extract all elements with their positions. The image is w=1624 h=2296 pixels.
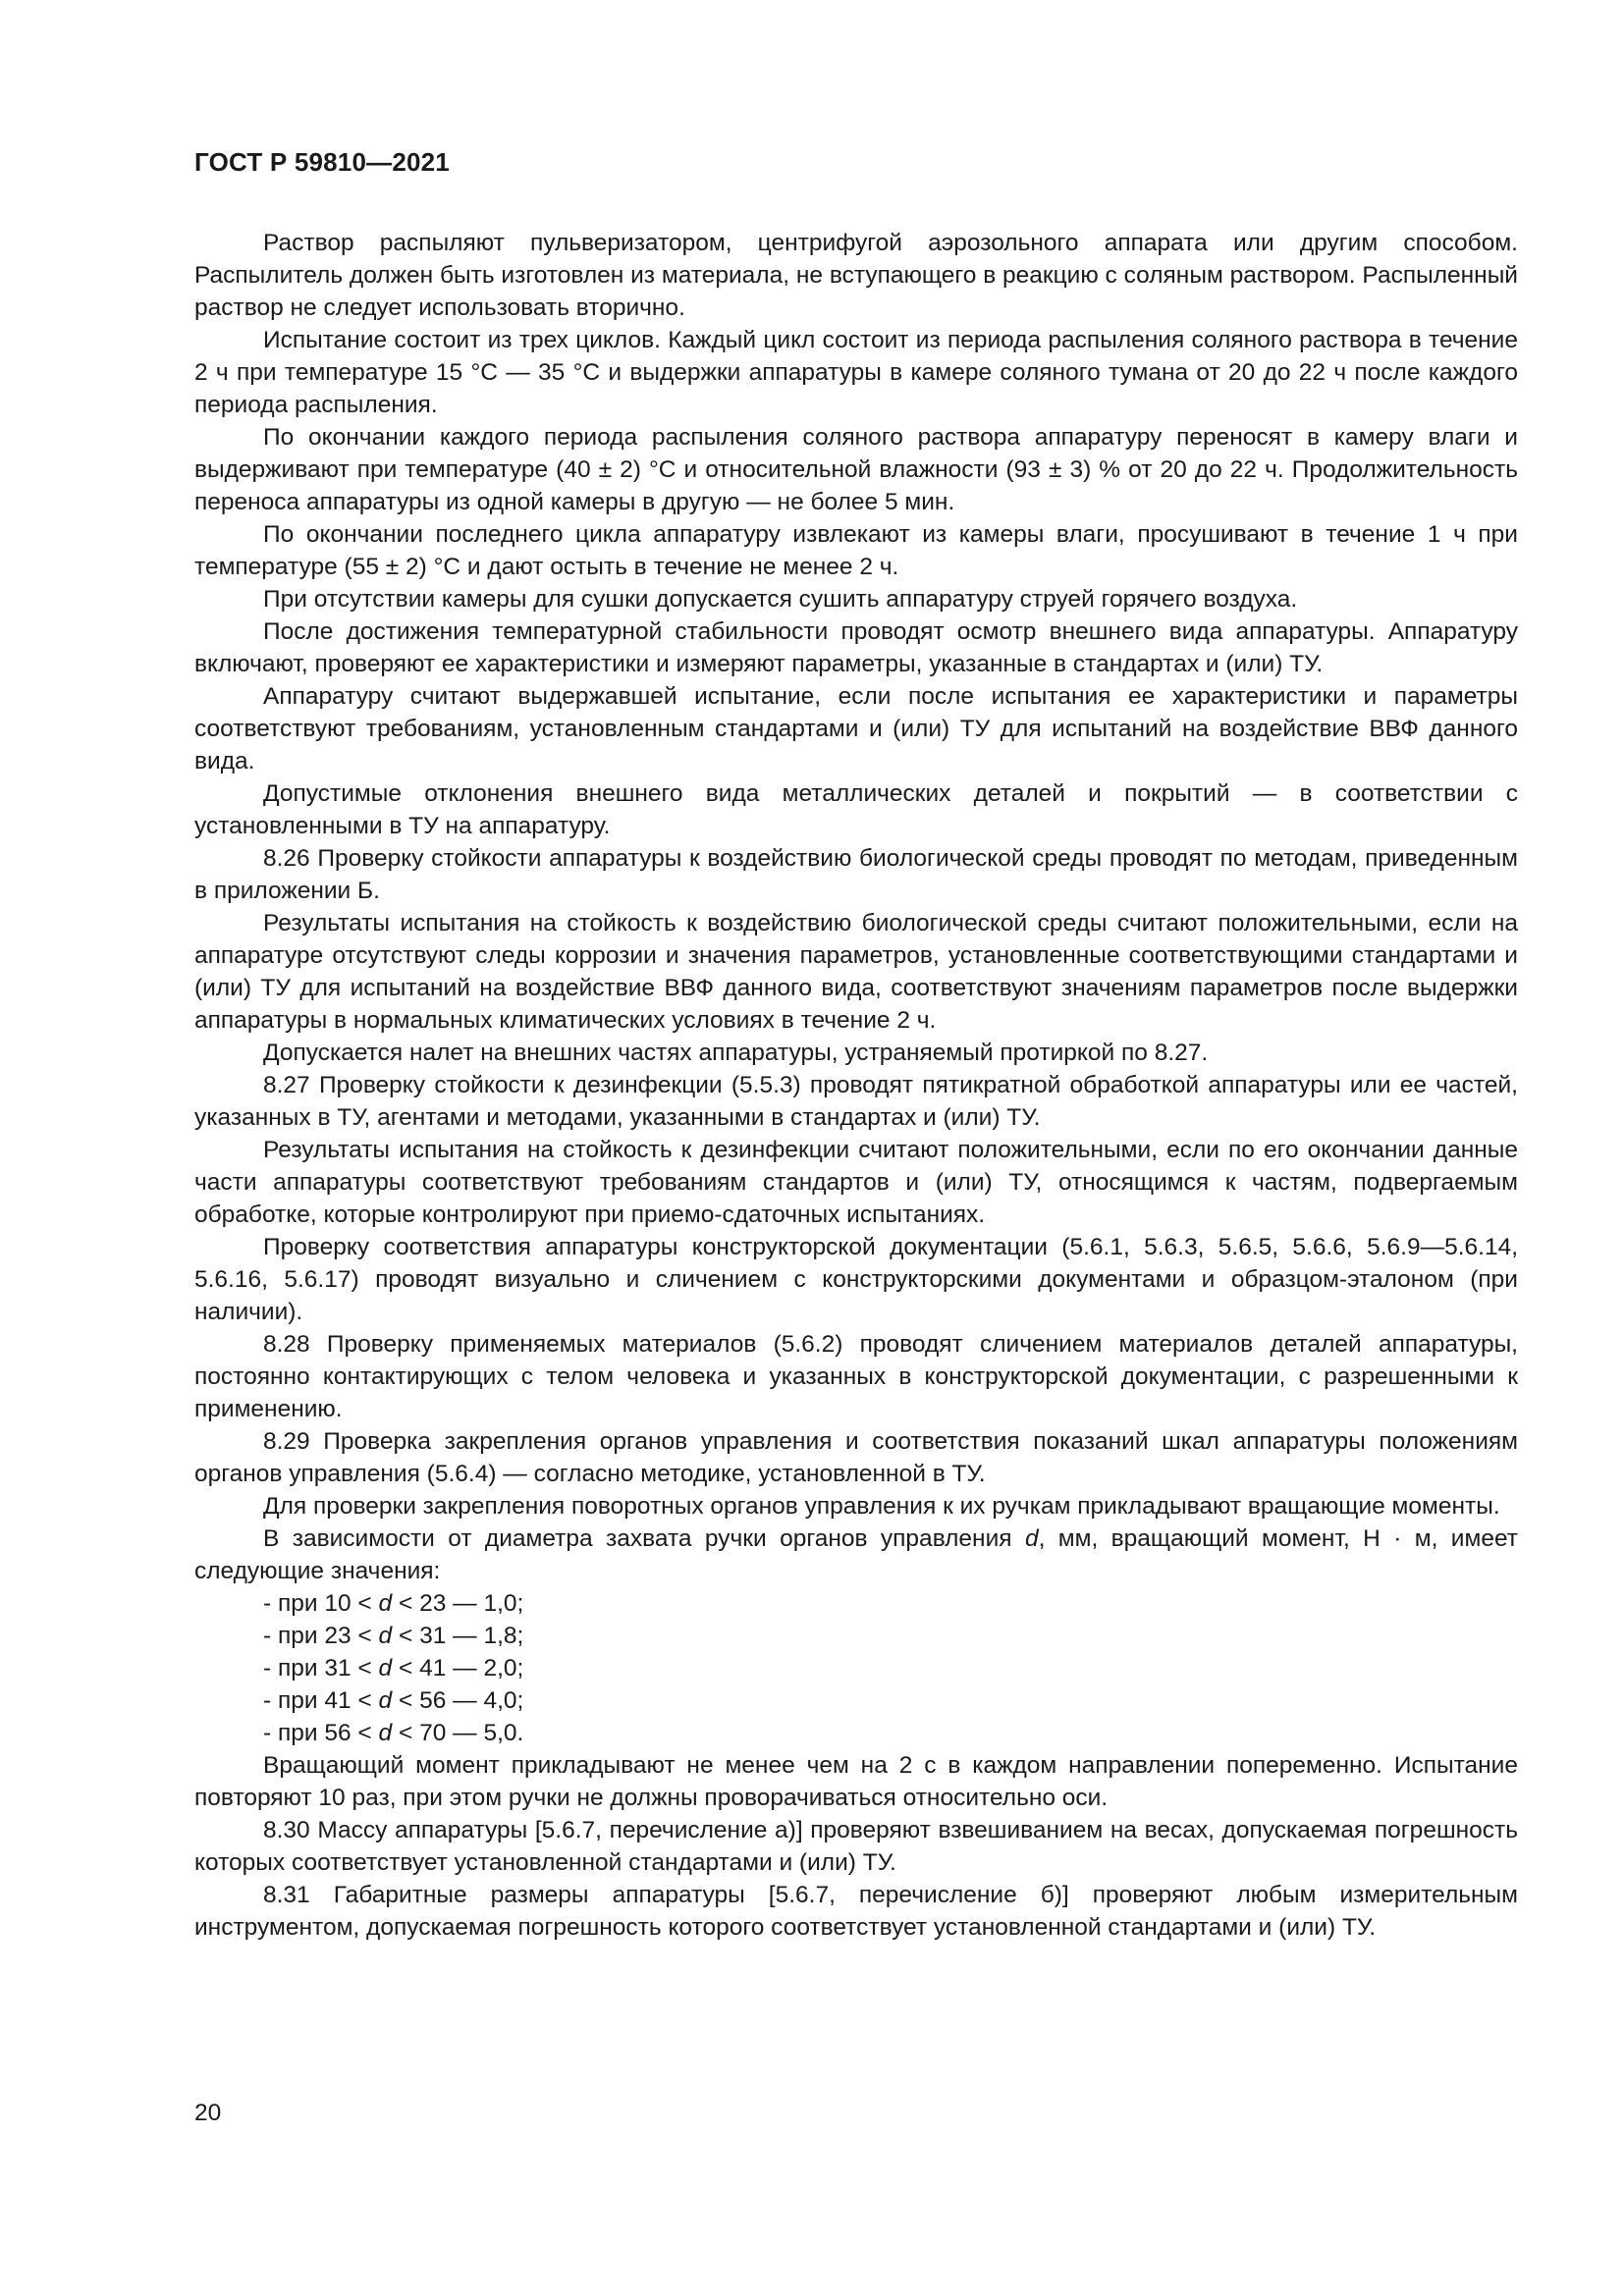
paragraph: По окончании последнего цикла аппаратуру извлекают из камеры влаги, просушивают в течение 1 ч при температуре (55 ± 2) °С и дают остыть в течение не менее 2 ч. [194, 521, 1518, 580]
paragraph: Для проверки закрепления поворотных органов управления к их ручкам прикладывают вращающие моменты. [263, 1493, 1500, 1520]
torque-intro-after: , мм, вращающий момент, Н · м, имеет следующие значения: [194, 1525, 1518, 1584]
paragraph: Допускается налет на внешних частях аппаратуры, устраняемый протиркой по 8.27. [263, 1040, 1209, 1066]
paragraph: 8.26 Проверку стойкости аппаратуры к воздействию биологической среды проводят по методам, приведенным в приложении Б. [194, 845, 1518, 904]
paragraph: По окончании каждого периода распыления соляного раствора аппаратуру переносят в камеру влаги и выдерживают при температуре (40 ± 2) °С и относительной влажности (93 ± 3) % от 20 до 22 ч. Продолжительность переноса аппаратуры из одной камеры в другую — не более 5 мин. [194, 424, 1518, 515]
diameter-variable: d [378, 1623, 393, 1649]
diameter-variable: d [1024, 1525, 1039, 1552]
page-number: 20 [194, 2100, 222, 2126]
paragraph: Допустимые отклонения внешнего вида металлических деталей и покрытий — в соответствии с установленными в ТУ на аппаратуру. [194, 780, 1518, 839]
torque-list-item: - при 41 < d < 56 — 4,0; [263, 1687, 524, 1714]
torque-list-item: - при 23 < d < 31 — 1,8; [263, 1623, 524, 1649]
diameter-variable: d [378, 1687, 393, 1714]
document-body [194, 227, 1518, 1944]
paragraph: Аппаратуру считают выдержавшей испытание, если после испытания ее характеристики и параметры соответствуют требованиям, установленным стандартами и (или) ТУ для испытаний на воздействие ВВФ данного вида. [194, 683, 1518, 774]
paragraph: Результаты испытания на стойкость к воздействию биологической среды считают положительными, если на аппаратуре отсутствуют следы коррозии и значения параметров, установленные соответствующими стандартами и (или) ТУ для испытаний на воздействие ВВФ данного вида, соответствуют значениям параметров после выдержки аппаратуры в нормальных климатических условиях в течение 2 ч. [194, 910, 1518, 1034]
torque-list-item: - при 31 < d < 41 — 2,0; [263, 1655, 524, 1682]
paragraph: 8.30 Массу аппаратуры [5.6.7, перечисление а)] проверяют взвешиванием на весах, допускаемая погрешность которых соответствует установленной стандартами и (или) ТУ. [194, 1817, 1518, 1876]
paragraph: Результаты испытания на стойкость к дезинфекции считают положительными, если по его окончании данные части аппаратуры соответствуют требованиям стандартов и (или) ТУ, относящимся к частям, подвергаемым обработке, которые контролируют при приемо-сдаточных испытаниях. [194, 1137, 1518, 1228]
paragraph: При отсутствии камеры для сушки допускается сушить аппаратуру струей горячего воздуха. [263, 586, 1298, 613]
diameter-variable: d [378, 1655, 393, 1682]
torque-list-item: - при 56 < d < 70 — 5,0. [263, 1720, 524, 1746]
paragraph: 8.28 Проверку применяемых материалов (5.6.2) проводят сличением материалов деталей аппаратуры, постоянно контактирующих с телом человека и указанных в конструкторской документации, с разрешенными к применению. [194, 1331, 1518, 1422]
document-header: ГОСТ Р 59810—2021 [194, 147, 450, 177]
torque-intro-paragraph [194, 1522, 1518, 1587]
paragraph: Проверку соответствия аппаратуры конструкторской документации (5.6.1, 5.6.3, 5.6.5, 5.6.6, 5.6.9—5.6.14, 5.6.16, 5.6.17) проводят визуально и сличением с конструкторскими документами и образцом-эталоном (при наличии). [194, 1234, 1518, 1325]
paragraph: Испытание состоит из трех циклов. Каждый цикл состоит из периода распыления соляного раствора в течение 2 ч при температуре 15 °С — 35 °С и выдержки аппаратуры в камере соляного тумана от 20 до 22 ч после каждого периода распыления. [194, 327, 1518, 418]
paragraph: 8.31 Габаритные размеры аппаратуры [5.6.7, перечисление б)] проверяют любым измерительным инструментом, допускаемая погрешность которого соответствует установленной стандартами и (или) ТУ. [194, 1882, 1518, 1941]
torque-list-item: - при 10 < d < 23 — 1,0; [263, 1590, 524, 1617]
paragraph: После достижения температурной стабильности проводят осмотр внешнего вида аппаратуры. Аппаратуру включают, проверяют ее характеристики и измеряют параметры, указанные в стандартах и (или) ТУ. [194, 618, 1518, 677]
paragraph: 8.29 Проверка закрепления органов управления и соответствия показаний шкал аппаратуры положениям органов управления (5.6.4) — согласно методике, установленной в ТУ. [194, 1428, 1518, 1487]
diameter-variable: d [378, 1720, 393, 1746]
paragraph: Вращающий момент прикладывают не менее чем на 2 с в каждом направлении попеременно. Испытание повторяют 10 раз, при этом ручки не должны проворачиваться относительно оси. [194, 1752, 1518, 1811]
diameter-variable: d [378, 1590, 393, 1617]
torque-intro-before: В зависимости от диаметра захвата ручки органов управления [263, 1525, 1025, 1552]
paragraph: Раствор распыляют пульверизатором, центрифугой аэрозольного аппарата или другим способом. Распылитель должен быть изготовлен из материала, не вступающего в реакцию с соляным раствором. Распыленный раствор не следует использовать вторично. [194, 230, 1518, 321]
paragraph: 8.27 Проверку стойкости к дезинфекции (5.5.3) проводят пятикратной обработкой аппаратуры или ее частей, указанных в ТУ, агентами и методами, указанными в стандартах и (или) ТУ. [194, 1072, 1518, 1131]
